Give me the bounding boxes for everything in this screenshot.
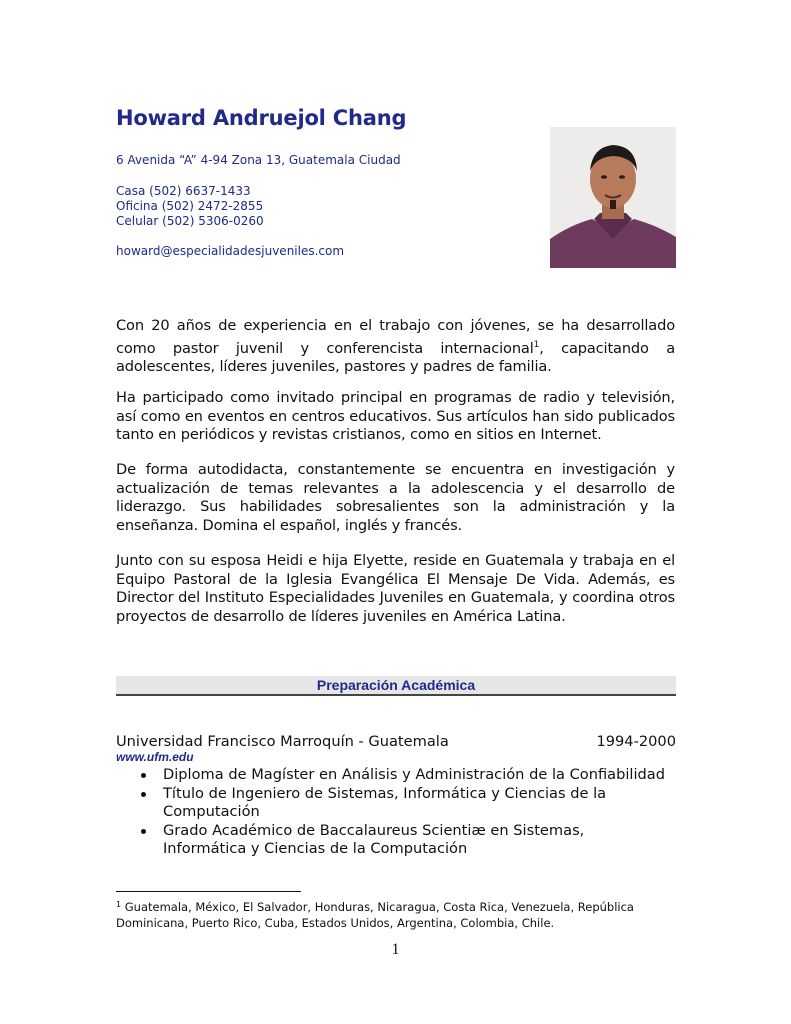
phone-list: [116, 184, 264, 229]
education-years: 1994-2000: [596, 733, 676, 750]
degree-item: [138, 822, 668, 859]
person-name: Howard Andruejol Chang: [116, 106, 407, 130]
bio-paragraph-1-text-end: , capacitando a adolescentes, líderes juveniles, pastores y padres de familia.: [116, 339, 676, 375]
email: howard@especialidadesjuveniles.com: [116, 244, 345, 258]
bio-paragraph-2: Ha participado como invitado principal en programas de radio y televisión, así como en eventos en centros educativos. Sus artículos han sido publicados tanto en periódicos y revistas cristianos, como en sitios en Internet.: [116, 389, 675, 443]
degree-item: [138, 785, 668, 822]
profile-photo: [550, 127, 676, 268]
degree-text: Diploma de Magíster en Análisis y Administración de la Confiabilidad: [163, 766, 665, 783]
bullet-icon: [141, 829, 146, 834]
bullet-icon: [141, 792, 146, 797]
footnote-reference: 1: [533, 339, 540, 350]
bullet-icon: [141, 773, 146, 778]
bio-paragraph-4: Junto con su esposa Heidi e hija Elyette, reside en Guatemala y trabaja en el Equipo Pastoral de la Iglesia Evangélica El Mensaje De Vida. Además, es Director del Instituto Especialidades Juveniles en Guatemala, y coordina otros proyectos de desarrollo de líderes juveniles en América Latina.: [116, 552, 675, 625]
phone-office: Oficina (502) 2472-2855: [116, 199, 264, 213]
degree-item: [138, 766, 668, 785]
bio-paragraph-1: [116, 317, 675, 376]
degree-text: Grado Académico de Baccalaureus Scientiæ en Sistemas, Informática y Ciencias de la Computación: [163, 821, 585, 857]
address: 6 Avenida “A” 4-94 Zona 13, Guatemala Ciudad: [116, 153, 401, 167]
footnote-separator: [116, 891, 301, 892]
section-title: Preparación Académica: [316, 677, 476, 693]
institution-name: Universidad Francisco Marroquín - Guatemala: [116, 733, 449, 750]
footnote-marker: 1: [116, 900, 122, 909]
bio-paragraph-1-text: Con 20 años de experiencia en el trabajo con jóvenes, se ha desarrollado como pastor juvenil y conferencista internacional: [116, 317, 675, 357]
footnote-text: Guatemala, México, El Salvador, Honduras, Nicaragua, Costa Rica, Venezuela, República Dominicana, Puerto Rico, Cuba, Estados Unidos, Argentina, Colombia, Chile.: [116, 900, 634, 930]
bio-paragraph-3: De forma autodidacta, constantemente se encuentra en investigación y actualización de temas relevantes a la adolescencia y el desarrollo de liderazgo. Sus habilidades sobresalientes son la administración y la enseñanza. Domina el español, inglés y francés.: [116, 461, 675, 534]
phone-home: Casa (502) 6637-1433: [116, 184, 251, 198]
phone-mobile: Celular (502) 5306-0260: [116, 214, 264, 228]
education-entry-header: [116, 733, 676, 750]
degree-text: Título de Ingeniero de Sistemas, Informática y Ciencias de la Computación: [163, 784, 607, 820]
section-header-education: [116, 676, 676, 696]
portrait-illustration: [550, 127, 676, 268]
degree-list: [138, 766, 668, 859]
institution-url: www.ufm.edu: [116, 750, 194, 764]
page-number: 1: [391, 941, 400, 958]
footnote: [116, 899, 676, 931]
